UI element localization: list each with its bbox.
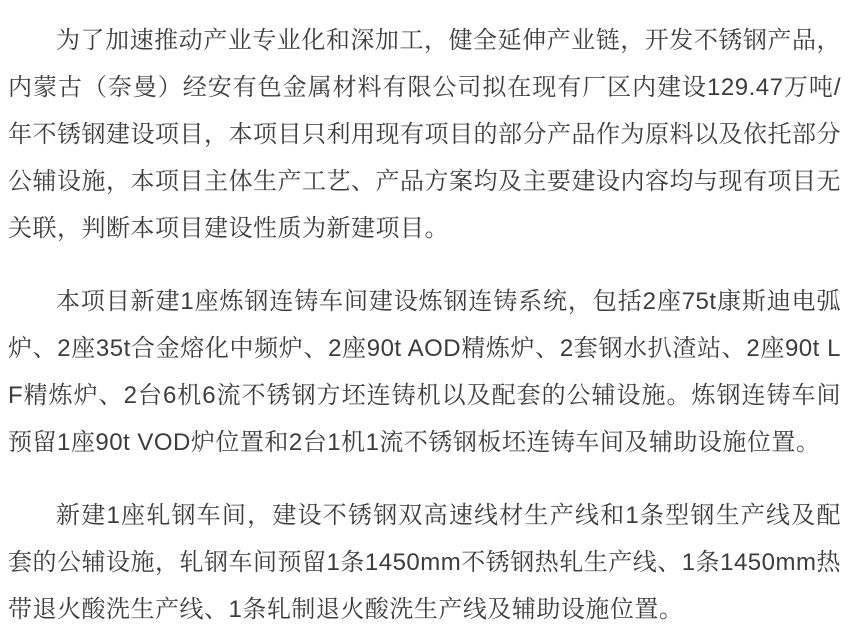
paragraph-steelmaking-casting-workshop: 本项目新建1座炼钢连铸车间建设炼钢连铸系统，包括2座75t康斯迪电弧炉、2座35t合金熔化中频炉、2座90t AOD精炼炉、2套钢水扒渣站、2座90t LF精炼炉、2台6机6流不锈钢方坯连铸机以及配套的公辅设施。炼钢连铸车间预留1座90t VOD炉位置和2台1机1流不锈钢板坯连铸车间及辅助设施位置。 <box>8 288 841 456</box>
paragraph-rolling-workshop: 新建1座轧钢车间，建设不锈钢双高速线材生产线和1条型钢生产线及配套的公辅设施，轧钢车间预留1条1450mm不锈钢热轧生产线、1条1450mm热带退火酸洗生产线、1条轧制退火酸洗生产线及辅助设施位置。 <box>8 502 841 623</box>
paragraph-project-overview: 为了加速推动产业专业化和深加工，健全延伸产业链，开发不锈钢产品，内蒙古（奈曼）经安有色金属材料有限公司拟在现有厂区内建设129.47万吨/年不锈钢建设项目，本项目只利用现有项目的部分产品作为原料以及依托部分公辅设施，本项目主体生产工艺、产品方案均及主要建设内容均与现有项目无关联，判断本项目建设性质为新建项目。 <box>8 27 841 242</box>
